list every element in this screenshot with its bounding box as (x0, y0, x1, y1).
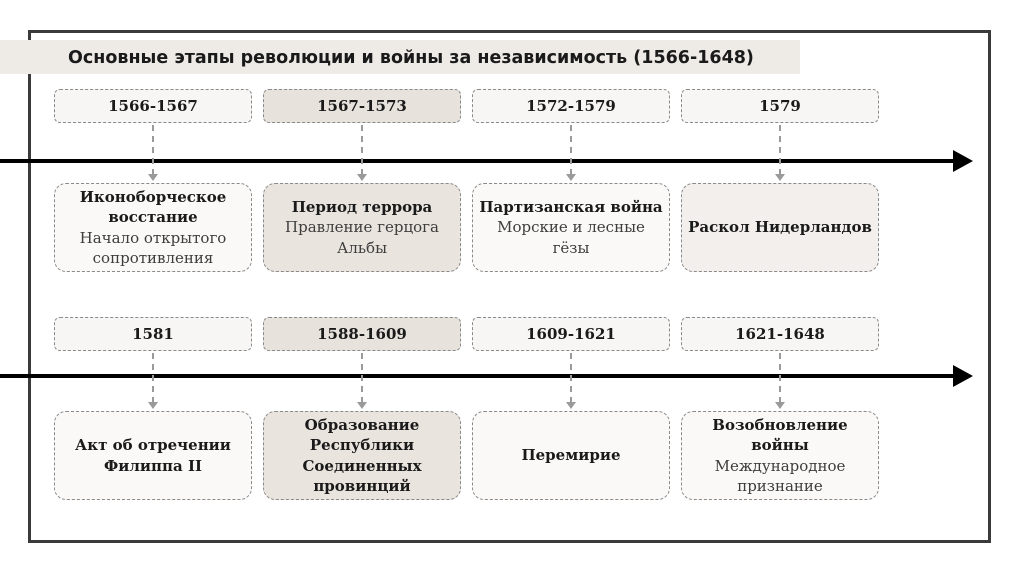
date-1621-1648: 1621-1648 (681, 317, 879, 351)
event-subtitle: Морские и лесные гёзы (497, 218, 645, 257)
event-truce (472, 411, 670, 500)
event-iconoclast-uprising (54, 183, 252, 272)
event-title: Возобновление войны (712, 415, 848, 454)
connector-3 (570, 125, 572, 175)
event-republic-formation (263, 411, 461, 500)
event-subtitle: Международное признание (714, 456, 846, 495)
connector-1 (152, 125, 154, 175)
arrow-down-icon (357, 174, 367, 181)
timeline-arrow-1 (0, 159, 955, 163)
event-act-of-abjuration (54, 411, 252, 500)
event-war-resumed (681, 411, 879, 500)
connector-7 (570, 353, 572, 403)
arrow-down-icon (148, 174, 158, 181)
event-title: Иконоборческое восстание (79, 187, 227, 226)
event-subtitle: Начало открытого сопротивления (79, 228, 227, 267)
event-title: Акт об отречении Филиппа II (75, 436, 231, 475)
date-1579: 1579 (681, 89, 879, 123)
event-title: Перемирие (521, 446, 621, 465)
arrow-down-icon (775, 402, 785, 409)
arrow-down-icon (566, 174, 576, 181)
page-title: Основные этапы революции и войны за независимость (1566-1648) (68, 48, 754, 68)
event-subtitle: Правление герцога Альбы (285, 218, 439, 257)
event-title: Образование Республики Соединенных провинций (302, 415, 422, 495)
date-1566-1567: 1566-1567 (54, 89, 252, 123)
event-terror-period (263, 183, 461, 272)
arrow-down-icon (566, 402, 576, 409)
date-1572-1579: 1572-1579 (472, 89, 670, 123)
event-title: Раскол Нидерландов (688, 218, 872, 237)
connector-4 (779, 125, 781, 175)
arrow-down-icon (148, 402, 158, 409)
connector-5 (152, 353, 154, 403)
connector-8 (779, 353, 781, 403)
date-1588-1609: 1588-1609 (263, 317, 461, 351)
arrow-head-icon (953, 365, 973, 387)
connector-6 (361, 353, 363, 403)
event-title: Период террора (291, 197, 433, 216)
timeline-arrow-2 (0, 374, 955, 378)
event-netherlands-split (681, 183, 879, 272)
date-1609-1621: 1609-1621 (472, 317, 670, 351)
connector-2 (361, 125, 363, 175)
arrow-down-icon (775, 174, 785, 181)
arrow-down-icon (357, 402, 367, 409)
date-1581: 1581 (54, 317, 252, 351)
date-1567-1573: 1567-1573 (263, 89, 461, 123)
arrow-head-icon (953, 150, 973, 172)
event-title: Партизанская война (479, 197, 663, 216)
event-partisan-war (472, 183, 670, 272)
